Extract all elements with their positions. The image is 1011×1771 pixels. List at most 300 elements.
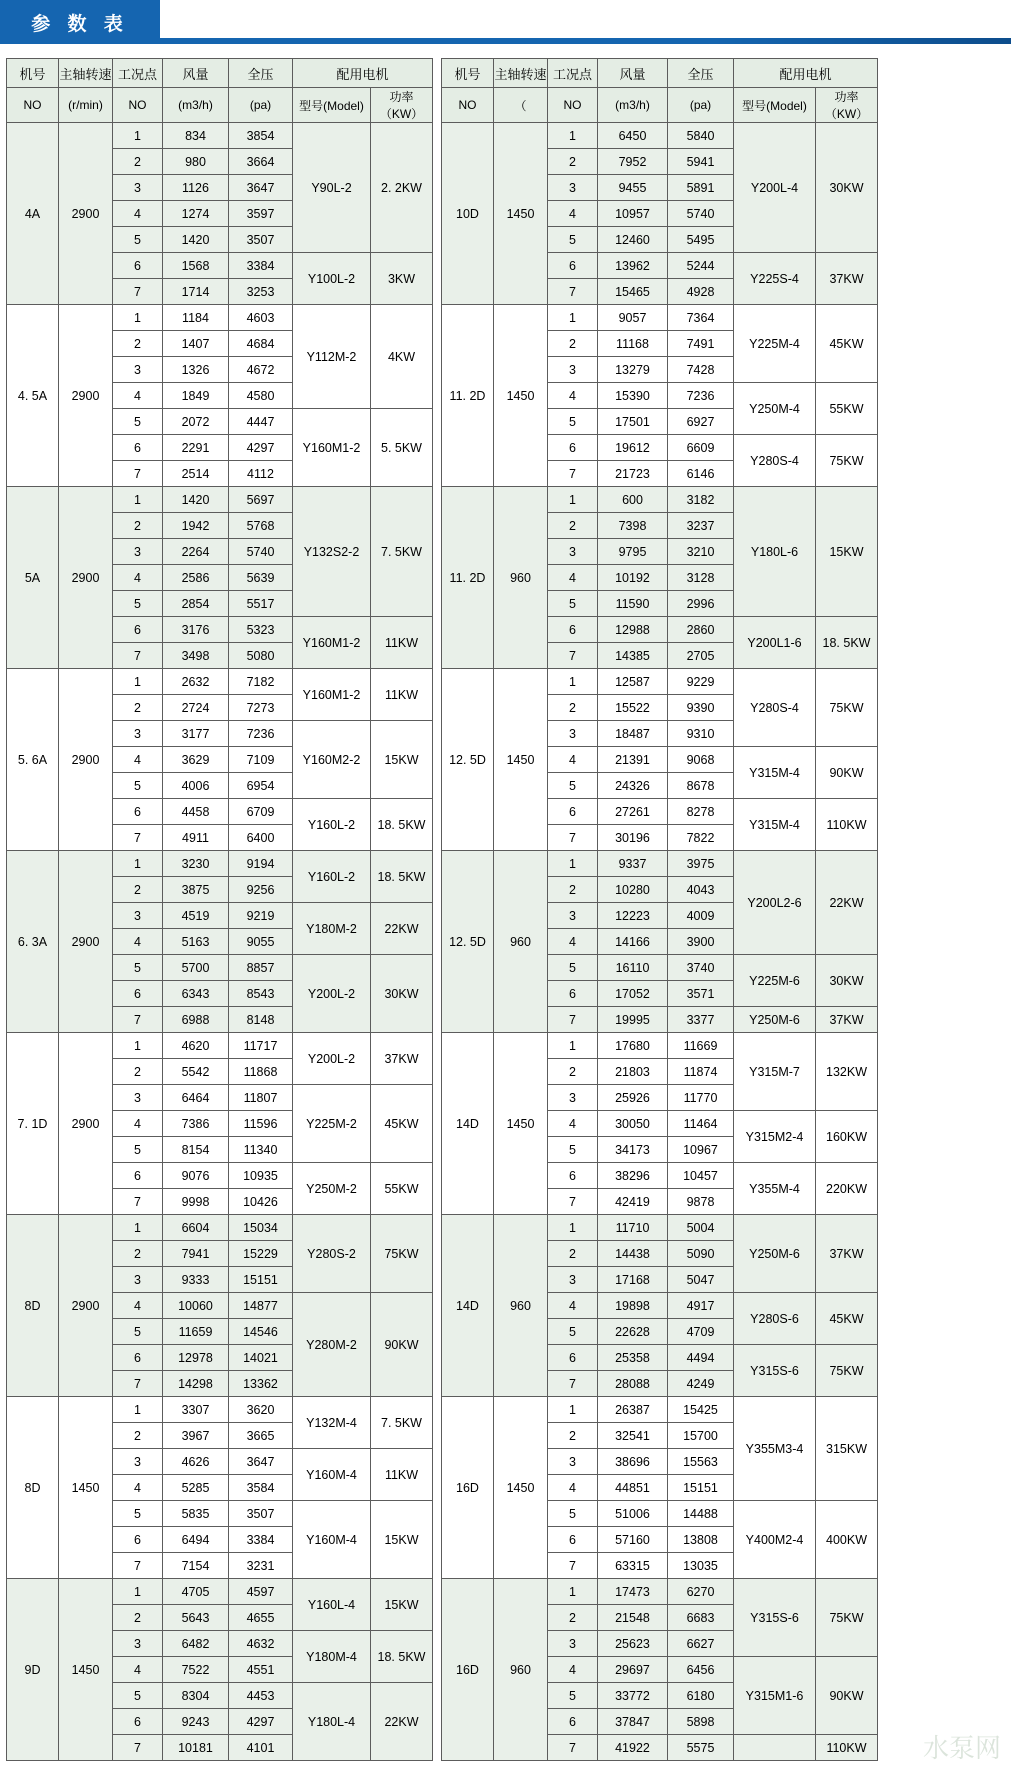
- motor-model: Y315S-6: [734, 1345, 816, 1397]
- operating-point: 5: [548, 773, 598, 799]
- motor-model: Y280S-6: [734, 1293, 816, 1345]
- operating-point: 7: [548, 1371, 598, 1397]
- air-volume: 27261: [598, 799, 668, 825]
- operating-point: 5: [548, 591, 598, 617]
- motor-power: 18. 5KW: [816, 617, 878, 669]
- air-volume: 2264: [163, 539, 229, 565]
- machine-no: 11. 2D: [442, 487, 494, 669]
- total-pressure: 4009: [668, 903, 734, 929]
- total-pressure: 3900: [668, 929, 734, 955]
- motor-model: Y355M3-4: [734, 1397, 816, 1501]
- total-pressure: 5004: [668, 1215, 734, 1241]
- spindle-speed: 960: [494, 851, 548, 1033]
- air-volume: 12460: [598, 227, 668, 253]
- operating-point: 5: [548, 409, 598, 435]
- table-row: [442, 305, 878, 331]
- motor-power: 132KW: [816, 1033, 878, 1111]
- total-pressure: 3237: [668, 513, 734, 539]
- air-volume: 12587: [598, 669, 668, 695]
- air-volume: 6450: [598, 123, 668, 149]
- operating-point: 4: [113, 929, 163, 955]
- air-volume: 6988: [163, 1007, 229, 1033]
- machine-no: 16D: [442, 1397, 494, 1579]
- motor-model: Y280S-4: [734, 669, 816, 747]
- machine-no: 12. 5D: [442, 851, 494, 1033]
- air-volume: 4006: [163, 773, 229, 799]
- total-pressure: 2996: [668, 591, 734, 617]
- total-pressure: 4632: [229, 1631, 293, 1657]
- total-pressure: 6927: [668, 409, 734, 435]
- operating-point: 6: [113, 981, 163, 1007]
- machine-no: 9D: [7, 1579, 59, 1761]
- motor-power: 45KW: [816, 1293, 878, 1345]
- air-volume: 9057: [598, 305, 668, 331]
- motor-model: Y250M-4: [734, 383, 816, 435]
- operating-point: 1: [113, 1033, 163, 1059]
- air-volume: 44851: [598, 1475, 668, 1501]
- total-pressure: 3253: [229, 279, 293, 305]
- air-volume: 9333: [163, 1267, 229, 1293]
- air-volume: 11590: [598, 591, 668, 617]
- total-pressure: 4597: [229, 1579, 293, 1605]
- col-motor: 配用电机: [293, 59, 433, 88]
- col-pressure: 全压: [668, 59, 734, 88]
- col-no: 机号: [442, 59, 494, 88]
- operating-point: 1: [113, 123, 163, 149]
- total-pressure: 9194: [229, 851, 293, 877]
- motor-model: Y160M1-2: [293, 409, 371, 487]
- air-volume: 9455: [598, 175, 668, 201]
- air-volume: 21723: [598, 461, 668, 487]
- operating-point: 4: [548, 201, 598, 227]
- total-pressure: 15151: [229, 1267, 293, 1293]
- total-pressure: 4447: [229, 409, 293, 435]
- motor-power: 37KW: [371, 1033, 433, 1085]
- operating-point: 5: [113, 227, 163, 253]
- total-pressure: 9878: [668, 1189, 734, 1215]
- motor-power: 37KW: [816, 253, 878, 305]
- col-no-unit: NO: [442, 88, 494, 123]
- operating-point: 7: [548, 825, 598, 851]
- table-row: [442, 1033, 878, 1059]
- page-header: [0, 0, 1011, 58]
- motor-power: 11KW: [371, 617, 433, 669]
- motor-power: 75KW: [816, 435, 878, 487]
- operating-point: 6: [548, 981, 598, 1007]
- air-volume: 57160: [598, 1527, 668, 1553]
- operating-point: 4: [113, 1111, 163, 1137]
- motor-power: 45KW: [816, 305, 878, 383]
- motor-power: 7. 5KW: [371, 1397, 433, 1449]
- operating-point: 4: [113, 383, 163, 409]
- air-volume: 17473: [598, 1579, 668, 1605]
- air-volume: 5285: [163, 1475, 229, 1501]
- motor-power: 30KW: [371, 955, 433, 1033]
- machine-no: 14D: [442, 1033, 494, 1215]
- total-pressure: 6954: [229, 773, 293, 799]
- total-pressure: 3507: [229, 1501, 293, 1527]
- operating-point: 4: [113, 747, 163, 773]
- motor-model: Y160L-2: [293, 799, 371, 851]
- watermark: 水泵网: [922, 1734, 1001, 1764]
- total-pressure: 14488: [668, 1501, 734, 1527]
- motor-model: [734, 1735, 816, 1761]
- air-volume: 22628: [598, 1319, 668, 1345]
- motor-power: 75KW: [816, 669, 878, 747]
- air-volume: 14385: [598, 643, 668, 669]
- table-head-left: [7, 59, 433, 123]
- total-pressure: 4494: [668, 1345, 734, 1371]
- col-motor-model: 型号(Model): [293, 88, 371, 123]
- table-row: [7, 669, 433, 695]
- air-volume: 15522: [598, 695, 668, 721]
- total-pressure: 9055: [229, 929, 293, 955]
- machine-no: 8D: [7, 1215, 59, 1397]
- table-row: [7, 1033, 433, 1059]
- air-volume: 17680: [598, 1033, 668, 1059]
- machine-no: 12. 5D: [442, 669, 494, 851]
- air-volume: 8304: [163, 1683, 229, 1709]
- air-volume: 10060: [163, 1293, 229, 1319]
- total-pressure: 13808: [668, 1527, 734, 1553]
- total-pressure: 4603: [229, 305, 293, 331]
- air-volume: 4620: [163, 1033, 229, 1059]
- total-pressure: 7182: [229, 669, 293, 695]
- air-volume: 14298: [163, 1371, 229, 1397]
- motor-power: 75KW: [816, 1579, 878, 1657]
- air-volume: 37847: [598, 1709, 668, 1735]
- total-pressure: 7236: [229, 721, 293, 747]
- motor-model: Y112M-2: [293, 305, 371, 409]
- motor-power: 55KW: [816, 383, 878, 435]
- motor-model: Y280M-2: [293, 1293, 371, 1397]
- operating-point: 1: [548, 305, 598, 331]
- total-pressure: 6180: [668, 1683, 734, 1709]
- motor-model: Y315M-4: [734, 799, 816, 851]
- operating-point: 1: [113, 1215, 163, 1241]
- air-volume: 600: [598, 487, 668, 513]
- col-pressure: 全压: [229, 59, 293, 88]
- operating-point: 6: [113, 253, 163, 279]
- operating-point: 3: [113, 903, 163, 929]
- total-pressure: 3384: [229, 253, 293, 279]
- total-pressure: 15151: [668, 1475, 734, 1501]
- motor-power: 22KW: [371, 1683, 433, 1761]
- operating-point: 6: [548, 1527, 598, 1553]
- total-pressure: 4928: [668, 279, 734, 305]
- motor-power: 110KW: [816, 799, 878, 851]
- motor-power: 75KW: [371, 1215, 433, 1293]
- motor-power: 18. 5KW: [371, 1631, 433, 1683]
- air-volume: 1184: [163, 305, 229, 331]
- col-flow: 风量: [163, 59, 229, 88]
- air-volume: 12978: [163, 1345, 229, 1371]
- total-pressure: 9310: [668, 721, 734, 747]
- total-pressure: 7428: [668, 357, 734, 383]
- operating-point: 1: [113, 851, 163, 877]
- air-volume: 3307: [163, 1397, 229, 1423]
- total-pressure: 13035: [668, 1553, 734, 1579]
- operating-point: 3: [113, 1085, 163, 1111]
- air-volume: 17501: [598, 409, 668, 435]
- operating-point: 2: [113, 1605, 163, 1631]
- total-pressure: 4709: [668, 1319, 734, 1345]
- col-rpm: 主轴转速: [494, 59, 548, 88]
- col-no-unit: NO: [7, 88, 59, 123]
- motor-model: Y355M-4: [734, 1163, 816, 1215]
- total-pressure: 5697: [229, 487, 293, 513]
- operating-point: 6: [113, 1527, 163, 1553]
- air-volume: 6343: [163, 981, 229, 1007]
- air-volume: 38296: [598, 1163, 668, 1189]
- air-volume: 19995: [598, 1007, 668, 1033]
- total-pressure: 15229: [229, 1241, 293, 1267]
- col-motor: 配用电机: [734, 59, 878, 88]
- motor-model: Y160M2-2: [293, 721, 371, 799]
- motor-power: 22KW: [371, 903, 433, 955]
- operating-point: 3: [113, 539, 163, 565]
- table-row: [442, 487, 878, 513]
- table-row: [442, 1397, 878, 1423]
- col-pressure-unit: (pa): [668, 88, 734, 123]
- motor-power: 4KW: [371, 305, 433, 409]
- total-pressure: 5244: [668, 253, 734, 279]
- total-pressure: 3740: [668, 955, 734, 981]
- spindle-speed: 2900: [59, 305, 113, 487]
- air-volume: 13279: [598, 357, 668, 383]
- motor-power: 18. 5KW: [371, 799, 433, 851]
- total-pressure: 4297: [229, 1709, 293, 1735]
- operating-point: 5: [113, 1319, 163, 1345]
- operating-point: 3: [548, 1267, 598, 1293]
- spindle-speed: 2900: [59, 1215, 113, 1397]
- total-pressure: 9256: [229, 877, 293, 903]
- operating-point: 3: [113, 1449, 163, 1475]
- parameter-table-left: [6, 58, 433, 1761]
- operating-point: 6: [113, 1163, 163, 1189]
- operating-point: 2: [548, 877, 598, 903]
- air-volume: 980: [163, 149, 229, 175]
- air-volume: 14438: [598, 1241, 668, 1267]
- motor-power: 5. 5KW: [371, 409, 433, 487]
- air-volume: 51006: [598, 1501, 668, 1527]
- operating-point: 2: [113, 1241, 163, 1267]
- operating-point: 1: [548, 487, 598, 513]
- total-pressure: 2705: [668, 643, 734, 669]
- air-volume: 2724: [163, 695, 229, 721]
- total-pressure: 4249: [668, 1371, 734, 1397]
- air-volume: 1326: [163, 357, 229, 383]
- operating-point: 7: [548, 1007, 598, 1033]
- operating-point: 1: [548, 1397, 598, 1423]
- operating-point: 2: [113, 149, 163, 175]
- air-volume: 7952: [598, 149, 668, 175]
- col-pressure-unit: (pa): [229, 88, 293, 123]
- air-volume: 18487: [598, 721, 668, 747]
- air-volume: 21548: [598, 1605, 668, 1631]
- operating-point: 4: [548, 1293, 598, 1319]
- operating-point: 4: [548, 1657, 598, 1683]
- operating-point: 5: [113, 1137, 163, 1163]
- spindle-speed: 960: [494, 1215, 548, 1397]
- operating-point: 7: [113, 1189, 163, 1215]
- air-volume: 7386: [163, 1111, 229, 1137]
- machine-no: 11. 2D: [442, 305, 494, 487]
- total-pressure: 11717: [229, 1033, 293, 1059]
- air-volume: 16110: [598, 955, 668, 981]
- motor-model: Y400M2-4: [734, 1501, 816, 1579]
- operating-point: 5: [113, 1683, 163, 1709]
- air-volume: 12988: [598, 617, 668, 643]
- air-volume: 7154: [163, 1553, 229, 1579]
- air-volume: 3629: [163, 747, 229, 773]
- col-flow: 风量: [598, 59, 668, 88]
- machine-no: 5. 6A: [7, 669, 59, 851]
- air-volume: 5542: [163, 1059, 229, 1085]
- motor-model: Y225M-4: [734, 305, 816, 383]
- total-pressure: 14546: [229, 1319, 293, 1345]
- operating-point: 6: [113, 617, 163, 643]
- spindle-speed: 960: [494, 487, 548, 669]
- operating-point: 3: [113, 175, 163, 201]
- motor-model: Y160M1-2: [293, 617, 371, 669]
- operating-point: 2: [113, 1059, 163, 1085]
- table-body-right: [442, 123, 878, 1761]
- total-pressure: 3210: [668, 539, 734, 565]
- operating-point: 3: [548, 1085, 598, 1111]
- machine-no: 10D: [442, 123, 494, 305]
- operating-point: 4: [548, 747, 598, 773]
- air-volume: 26387: [598, 1397, 668, 1423]
- machine-no: 16D: [442, 1579, 494, 1761]
- air-volume: 3230: [163, 851, 229, 877]
- col-point: 工况点: [548, 59, 598, 88]
- air-volume: 19612: [598, 435, 668, 461]
- motor-model: Y250M-2: [293, 1163, 371, 1215]
- motor-model: Y315M-7: [734, 1033, 816, 1111]
- machine-no: 7. 1D: [7, 1033, 59, 1215]
- air-volume: 2072: [163, 409, 229, 435]
- motor-power: 90KW: [371, 1293, 433, 1397]
- air-volume: 9998: [163, 1189, 229, 1215]
- motor-power: 11KW: [371, 669, 433, 721]
- motor-model: Y225M-2: [293, 1085, 371, 1163]
- operating-point: 6: [548, 1163, 598, 1189]
- motor-model: Y132S2-2: [293, 487, 371, 617]
- air-volume: 1942: [163, 513, 229, 539]
- motor-model: Y315S-6: [734, 1579, 816, 1657]
- total-pressure: 4672: [229, 357, 293, 383]
- motor-model: Y200L-2: [293, 955, 371, 1033]
- machine-no: 14D: [442, 1215, 494, 1397]
- air-volume: 5835: [163, 1501, 229, 1527]
- operating-point: 4: [113, 1657, 163, 1683]
- operating-point: 3: [548, 903, 598, 929]
- operating-point: 6: [113, 799, 163, 825]
- total-pressure: 4655: [229, 1605, 293, 1631]
- total-pressure: 9390: [668, 695, 734, 721]
- spindle-speed: 1450: [59, 1397, 113, 1579]
- air-volume: 4626: [163, 1449, 229, 1475]
- total-pressure: 4684: [229, 331, 293, 357]
- total-pressure: 11770: [668, 1085, 734, 1111]
- air-volume: 1714: [163, 279, 229, 305]
- total-pressure: 7109: [229, 747, 293, 773]
- total-pressure: 3620: [229, 1397, 293, 1423]
- air-volume: 3967: [163, 1423, 229, 1449]
- air-volume: 34173: [598, 1137, 668, 1163]
- total-pressure: 7364: [668, 305, 734, 331]
- total-pressure: 5891: [668, 175, 734, 201]
- total-pressure: 15034: [229, 1215, 293, 1241]
- table-row: [7, 123, 433, 149]
- total-pressure: 10426: [229, 1189, 293, 1215]
- operating-point: 4: [113, 201, 163, 227]
- air-volume: 15465: [598, 279, 668, 305]
- total-pressure: 15425: [668, 1397, 734, 1423]
- motor-model: Y280S-4: [734, 435, 816, 487]
- table-row: [442, 669, 878, 695]
- air-volume: 10192: [598, 565, 668, 591]
- operating-point: 5: [548, 955, 598, 981]
- air-volume: 10957: [598, 201, 668, 227]
- air-volume: 25926: [598, 1085, 668, 1111]
- air-volume: 24326: [598, 773, 668, 799]
- total-pressure: 11340: [229, 1137, 293, 1163]
- air-volume: 5643: [163, 1605, 229, 1631]
- total-pressure: 6683: [668, 1605, 734, 1631]
- air-volume: 834: [163, 123, 229, 149]
- total-pressure: 4297: [229, 435, 293, 461]
- spindle-speed: 2900: [59, 1033, 113, 1215]
- air-volume: 2514: [163, 461, 229, 487]
- operating-point: 3: [548, 539, 598, 565]
- motor-power: 45KW: [371, 1085, 433, 1163]
- operating-point: 2: [548, 695, 598, 721]
- operating-point: 7: [548, 461, 598, 487]
- total-pressure: 13362: [229, 1371, 293, 1397]
- air-volume: 11710: [598, 1215, 668, 1241]
- operating-point: 2: [113, 695, 163, 721]
- operating-point: 5: [548, 1501, 598, 1527]
- operating-point: 6: [548, 799, 598, 825]
- air-volume: 42419: [598, 1189, 668, 1215]
- operating-point: 5: [548, 227, 598, 253]
- operating-point: 2: [548, 1241, 598, 1267]
- total-pressure: 5090: [668, 1241, 734, 1267]
- air-volume: 2291: [163, 435, 229, 461]
- air-volume: 9337: [598, 851, 668, 877]
- air-volume: 25358: [598, 1345, 668, 1371]
- air-volume: 3176: [163, 617, 229, 643]
- operating-point: 2: [113, 1423, 163, 1449]
- operating-point: 1: [113, 669, 163, 695]
- operating-point: 5: [113, 591, 163, 617]
- air-volume: 9243: [163, 1709, 229, 1735]
- air-volume: 1420: [163, 487, 229, 513]
- parameter-table-right: [441, 58, 878, 1761]
- operating-point: 7: [113, 825, 163, 851]
- operating-point: 3: [548, 1449, 598, 1475]
- total-pressure: 3128: [668, 565, 734, 591]
- total-pressure: 3231: [229, 1553, 293, 1579]
- spindle-speed: 1450: [494, 305, 548, 487]
- motor-power: 15KW: [371, 1501, 433, 1579]
- air-volume: 13962: [598, 253, 668, 279]
- spindle-speed: 2900: [59, 123, 113, 305]
- motor-power: 18. 5KW: [371, 851, 433, 903]
- table-row: [7, 487, 433, 513]
